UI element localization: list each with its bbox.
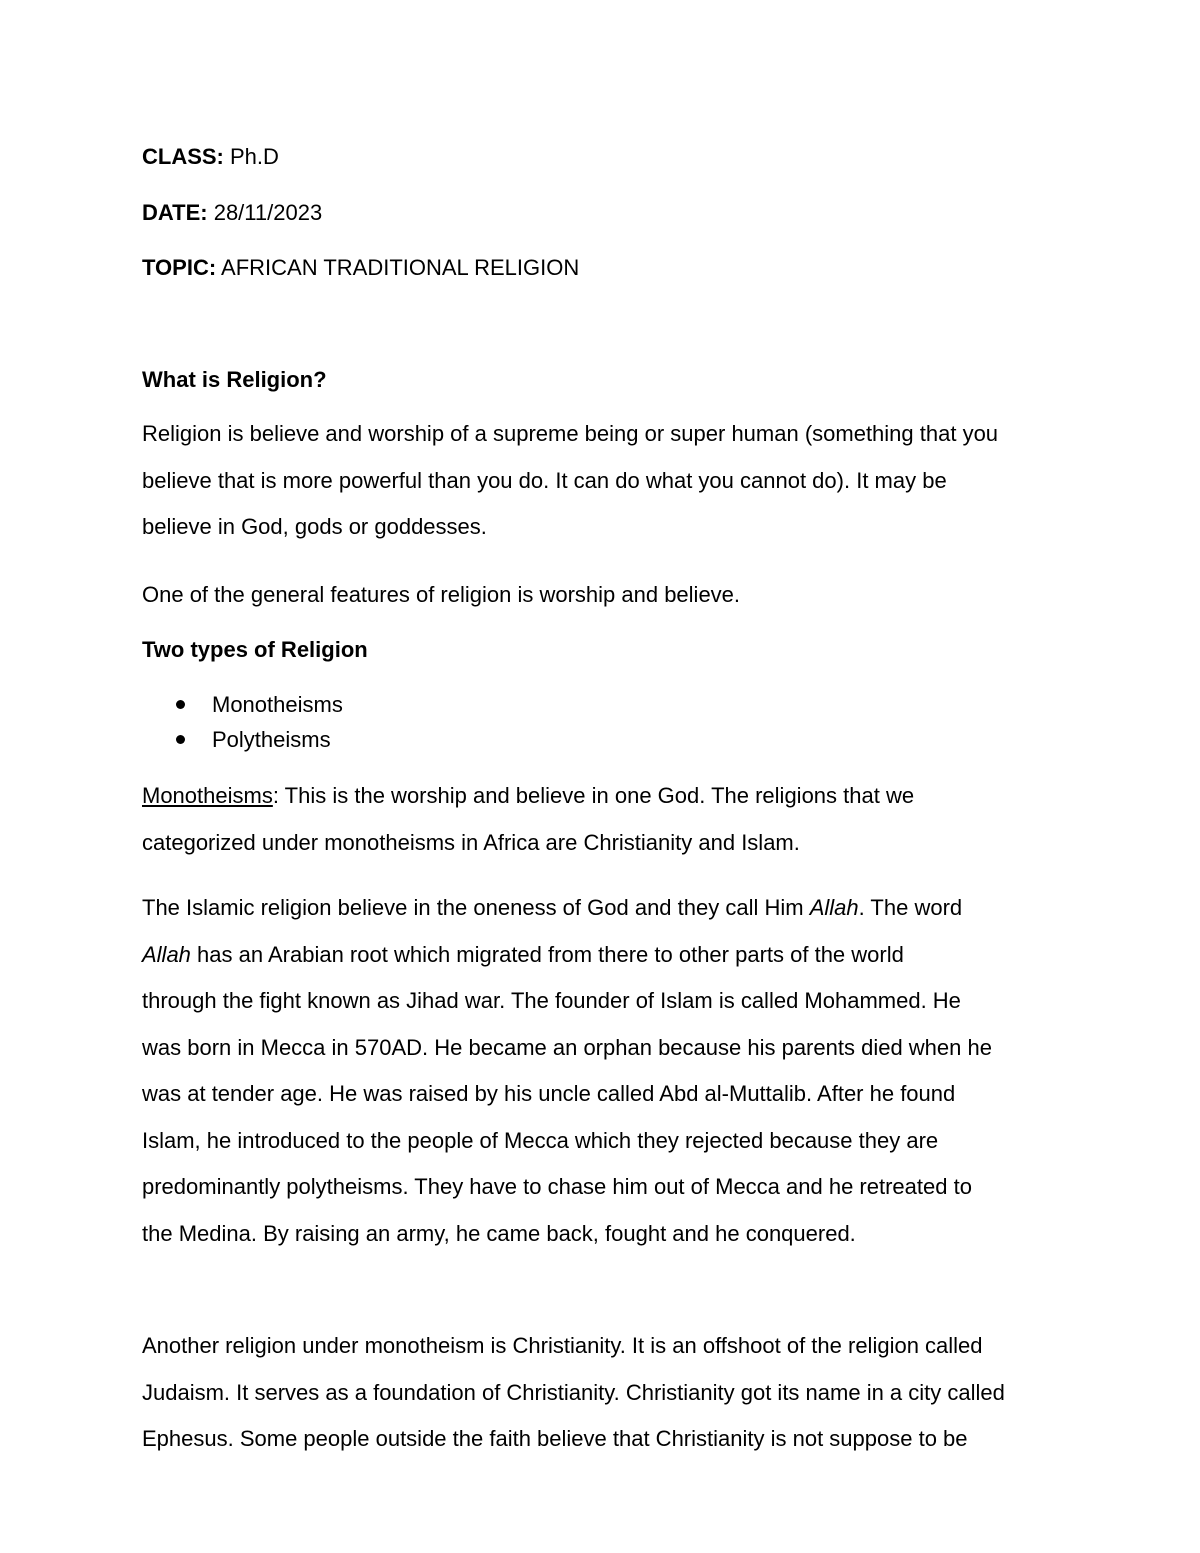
paragraph-christianity: [142, 1323, 1072, 1463]
list-item: [142, 722, 343, 757]
paragraph-line: [142, 885, 1072, 932]
bullet-icon: [176, 735, 185, 744]
class-line: [142, 140, 279, 174]
paragraph-line: Another religion under monotheism is Christianity. It is an offshoot of the religion called: [142, 1333, 983, 1358]
monotheisms-line1: This is the worship and believe in one God. The religions that we: [278, 783, 915, 808]
paragraph-line: predominantly polytheisms. They have to chase him out of Mecca and he retreated to: [142, 1174, 972, 1199]
paragraph-line: was born in Mecca in 570AD. He became an orphan because his parents died when he: [142, 1034, 992, 1060]
heading-what-is-religion: What is Religion?: [142, 367, 327, 392]
paragraph-line: categorized under monotheisms in Africa are Christianity and Islam.: [142, 829, 800, 855]
paragraph-line: Islam, he introduced to the people of Mecca which they rejected because they are: [142, 1127, 939, 1153]
paragraph-line: Religion is believe and worship of a supreme being or super human (something that you: [142, 421, 999, 446]
paragraph-religion-definition: [142, 411, 1072, 551]
islam-line2-rest: has an Arabian root which migrated from there to other parts of the world: [190, 941, 904, 967]
list-item-label: Monotheisms: [212, 692, 343, 717]
topic-label: TOPIC:: [142, 255, 217, 280]
paragraph-islam: [142, 885, 1072, 1257]
paragraph-line: was at tender age. He was raised by his uncle called Abd al-Muttalib. After he found: [142, 1081, 956, 1106]
monotheisms-term: Monotheisms: [142, 783, 273, 808]
paragraph-line: through the fight known as Jihad war. The founder of Islam is called Mohammed. He: [142, 988, 961, 1013]
islam-line1-end: . The word: [858, 895, 963, 920]
paragraph-line: [142, 773, 1072, 820]
list-item: [142, 687, 343, 722]
paragraph-line: the Medina. By raising an army, he came back, fought and he conquered.: [142, 1220, 856, 1246]
date-label: DATE:: [142, 200, 208, 225]
paragraph-line: [142, 932, 1072, 979]
topic-value: AFRICAN TRADITIONAL RELIGION: [216, 255, 580, 280]
list-item-label: Polytheisms: [212, 727, 331, 752]
heading-two-types: Two types of Religion: [142, 637, 368, 662]
paragraph-monotheisms: [142, 773, 1072, 866]
allah-word: Allah: [809, 895, 859, 920]
class-label: CLASS:: [142, 144, 224, 169]
paragraph-line: believe in God, gods or goddesses.: [142, 514, 487, 539]
monotheisms-colon: :: [272, 783, 279, 808]
islam-line1-start: The Islamic religion believe in the oneness of God and they call Him: [142, 895, 810, 920]
topic-line: [142, 251, 579, 285]
bullet-icon: [176, 700, 185, 709]
date-value: 28/11/2023: [207, 200, 323, 225]
paragraph-line: believe that is more powerful than you do. It can do what you cannot do). It may be: [142, 467, 947, 493]
paragraph-line: Judaism. It serves as a foundation of Christianity. Christianity got its name in a city called: [142, 1379, 1005, 1405]
religion-types-list: [142, 687, 343, 757]
date-line: [142, 196, 322, 230]
paragraph-general-features: One of the general features of religion is worship and believe.: [142, 582, 741, 607]
class-value: Ph.D: [223, 144, 279, 169]
allah-word: Allah: [142, 941, 191, 967]
paragraph-line: Ephesus. Some people outside the faith believe that Christianity is not suppose to be: [142, 1426, 968, 1451]
